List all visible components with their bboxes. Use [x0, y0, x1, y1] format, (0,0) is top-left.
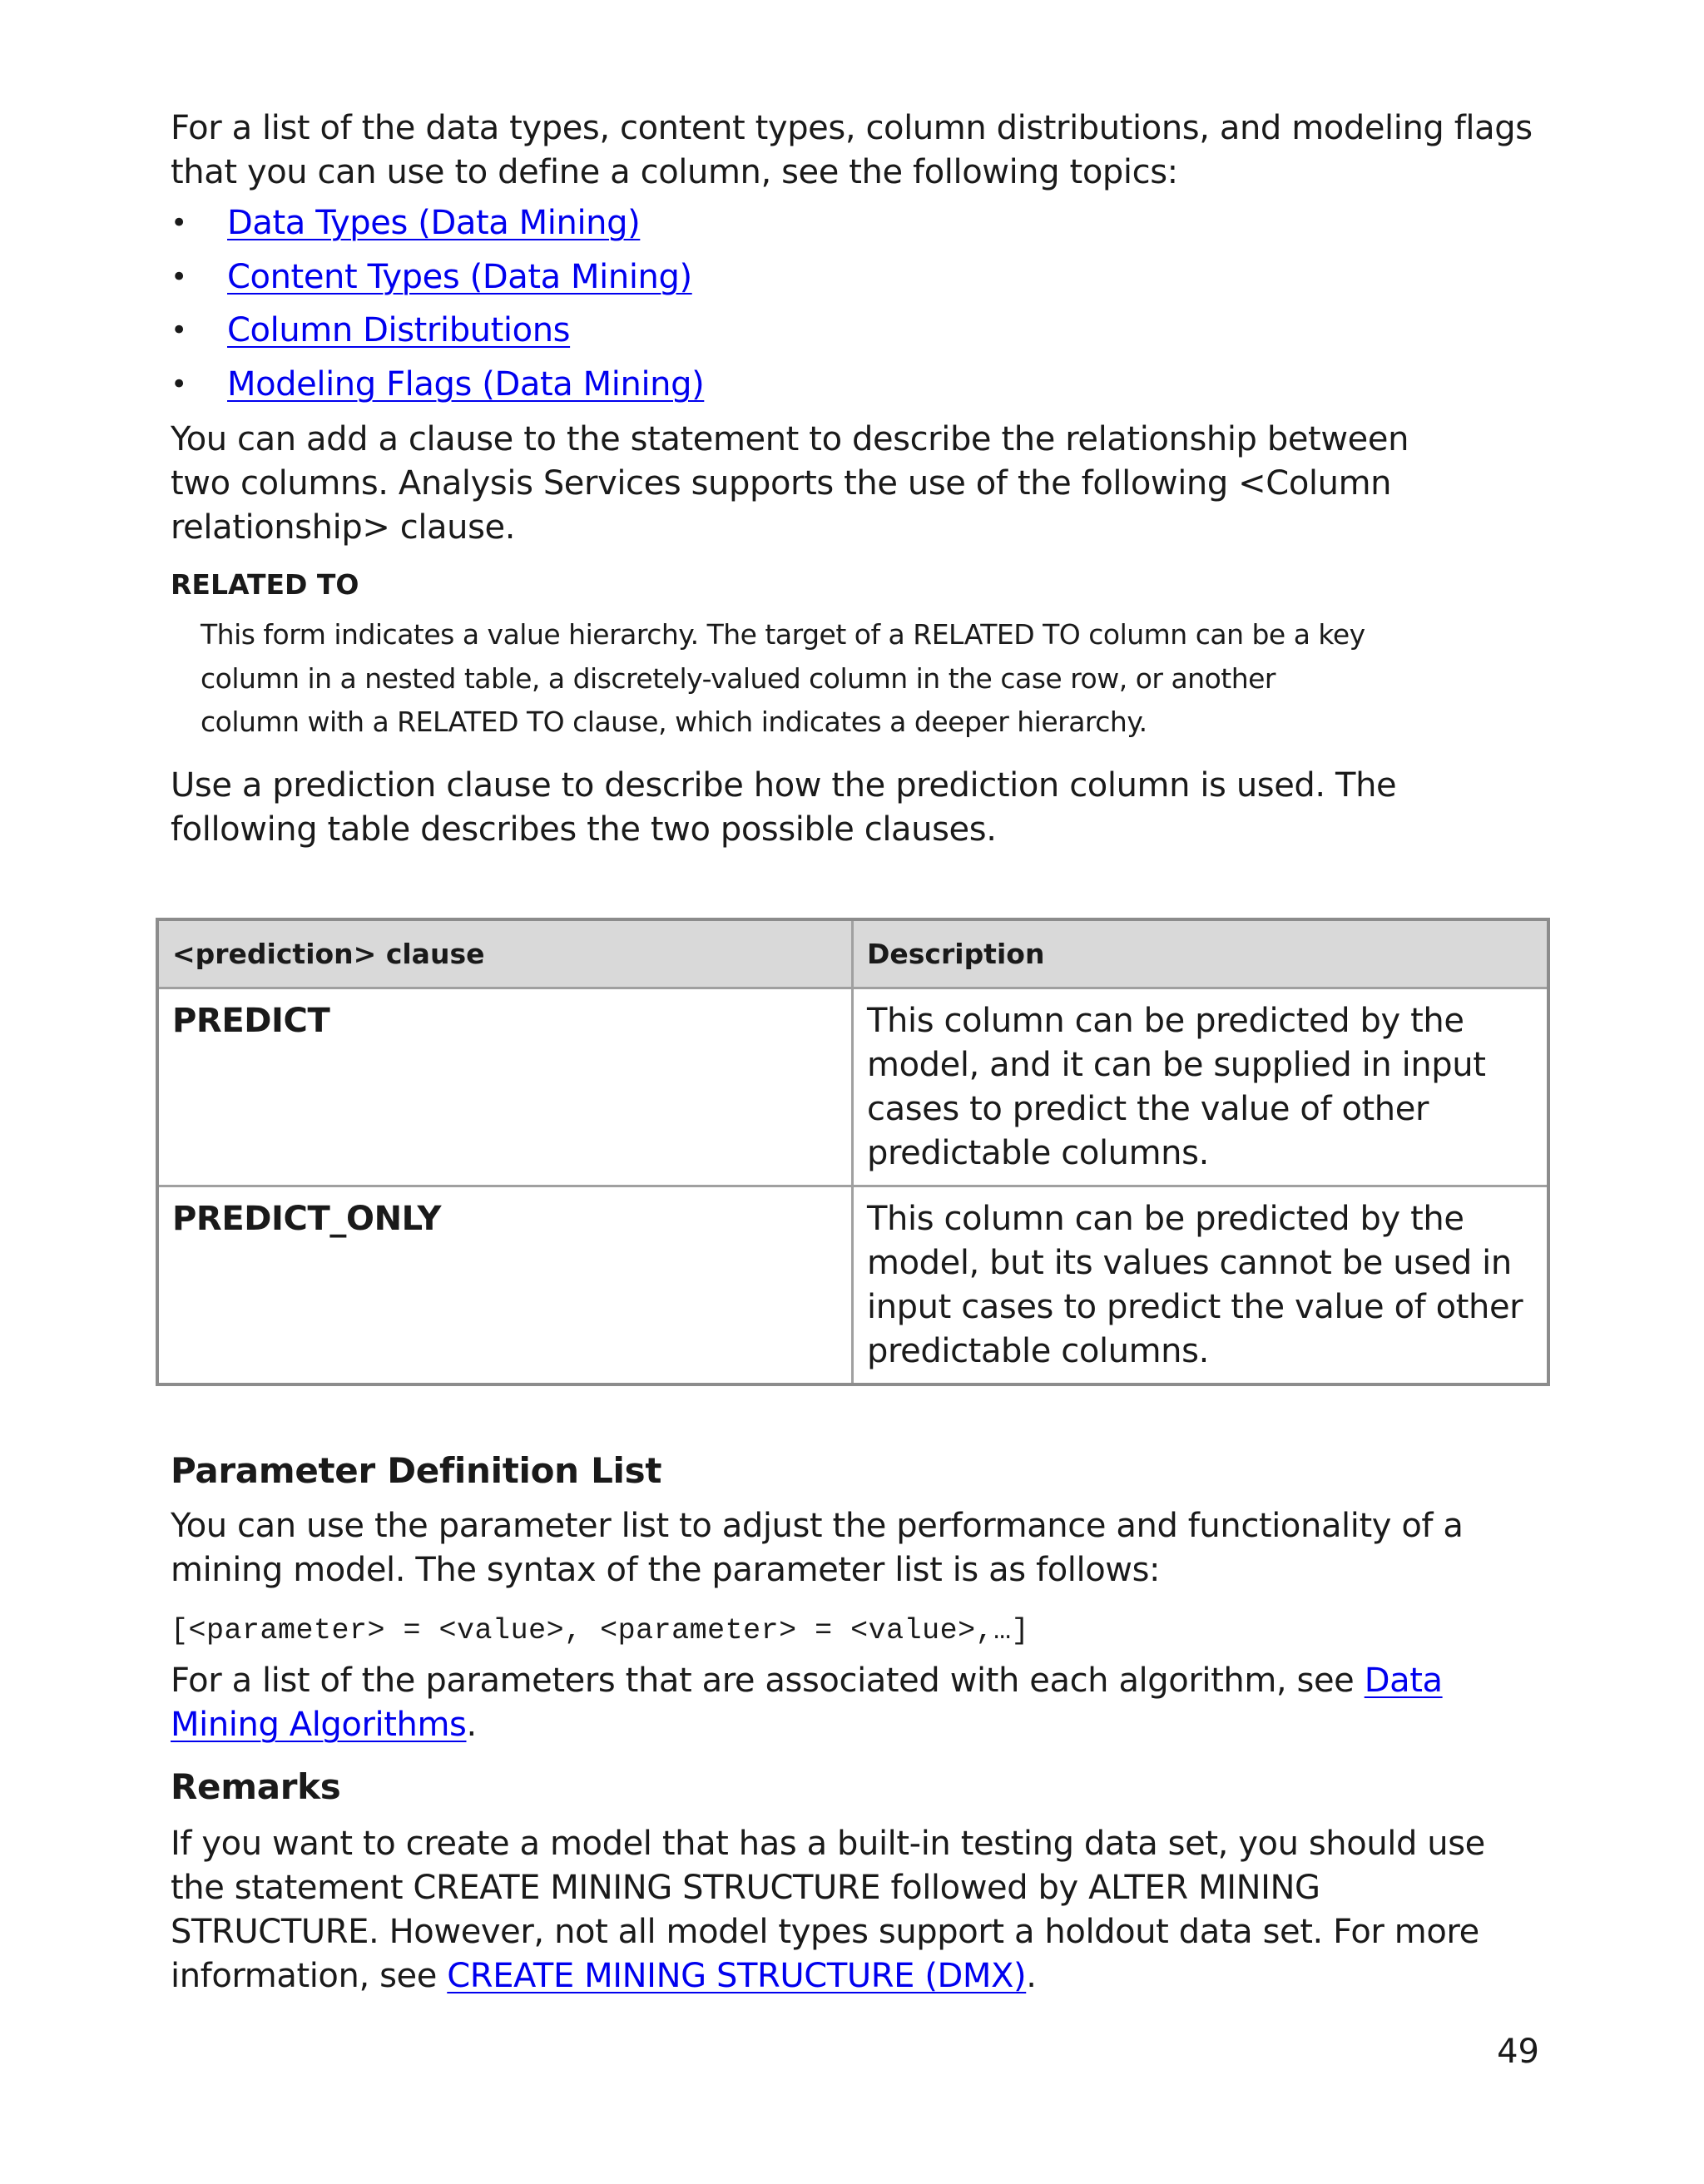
- remarks-suffix: .: [1026, 1957, 1037, 1995]
- related-to-term: RELATED TO: [171, 568, 359, 601]
- related-to-description: This form indicates a value hierarchy. The target of a RELATED TO column can be a key column in a nested table, a discretely-valued column in the case row, or another column with a RELATED TO clause, which indicates a deeper hierarchy.: [201, 618, 1365, 738]
- relationship-paragraph: You can add a clause to the statement to describe the relationship between two columns. Analysis Services supports the use of the following <Column relationship> clause.: [171, 420, 1409, 547]
- remarks-heading: Remarks: [171, 1766, 341, 1807]
- list-item: [171, 250, 1552, 305]
- intro-paragraph: For a list of the data types, content types, column distributions, and modeling flags that you can use to define a column, see the following topics:: [171, 109, 1533, 191]
- related-to-definition: [171, 568, 1552, 745]
- table-header-row: [157, 919, 1548, 988]
- parameter-section-heading: Parameter Definition List: [171, 1450, 662, 1491]
- prediction-paragraph: Use a prediction clause to describe how the prediction column is used. The following table describes the two possible clauses.: [171, 766, 1397, 849]
- link-column-distributions[interactable]: Column Distributions: [227, 311, 571, 349]
- parameter-syntax: [<parameter> = <value>, <parameter> = <value>,…]: [171, 1614, 1030, 1647]
- description-cell: This column can be predicted by the model, but its values cannot be used in input cases to predict the value of other predictable columns.: [853, 1186, 1549, 1384]
- link-create-mining-structure[interactable]: CREATE MINING STRUCTURE (DMX): [447, 1957, 1027, 1995]
- column-header-clause: <prediction> clause: [157, 919, 853, 988]
- bullet-icon: •: [171, 260, 187, 294]
- page-number: 49: [1497, 2033, 1539, 2071]
- bullet-icon: •: [171, 367, 187, 401]
- prediction-clause-table: [156, 918, 1550, 1386]
- table-row: [157, 988, 1548, 1186]
- parameter-see-text: For a list of the parameters that are associated with each algorithm, see: [171, 1662, 1365, 1700]
- link-content-types[interactable]: Content Types (Data Mining): [227, 257, 692, 296]
- table-row: [157, 1186, 1548, 1384]
- link-data-mining-algorithms[interactable]: Data Mining Algorithms: [171, 1662, 1443, 1744]
- link-data-types[interactable]: Data Types (Data Mining): [227, 204, 641, 242]
- clause-cell: PREDICT_ONLY: [157, 1186, 853, 1384]
- list-item: [171, 196, 1552, 250]
- parameter-see-paragraph: [171, 1659, 1552, 1747]
- parameter-see-suffix: .: [466, 1706, 477, 1744]
- bullet-icon: •: [171, 314, 187, 347]
- clause-cell: PREDICT: [157, 988, 853, 1186]
- remarks-paragraph: [171, 1822, 1502, 1998]
- bullet-icon: •: [171, 206, 187, 240]
- parameter-paragraph: You can use the parameter list to adjust the performance and functionality of a mining model. The syntax of the parameter list is as follows:: [171, 1507, 1464, 1589]
- list-item: [171, 358, 1552, 412]
- remarks-text: If you want to create a model that has a built-in testing data set, you should use the statement CREATE MINING STRUCTURE followed by ALTER MINING STRUCTURE. However, not all model types support a holdout data set. For more information, see: [171, 1825, 1485, 1995]
- list-item: [171, 304, 1552, 358]
- column-header-description: Description: [853, 919, 1549, 988]
- link-modeling-flags[interactable]: Modeling Flags (Data Mining): [227, 364, 705, 404]
- description-cell: This column can be predicted by the model, and it can be supplied in input cases to predict the value of other predictable columns.: [853, 988, 1549, 1186]
- topic-link-list: [171, 196, 1552, 411]
